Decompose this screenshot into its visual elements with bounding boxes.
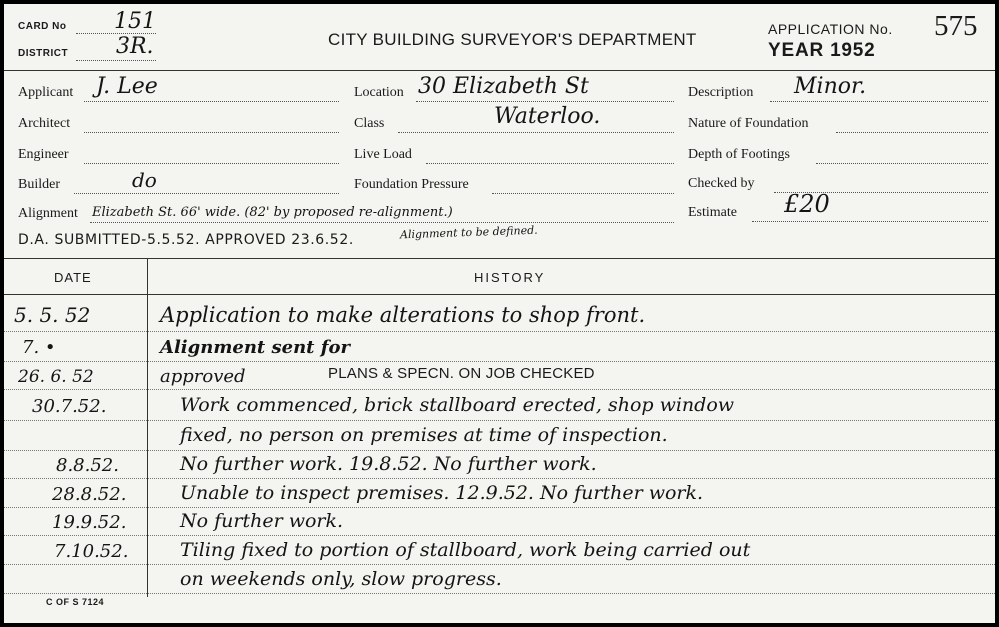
alignment-to-be-defined-note: Alignment to be defined. bbox=[399, 223, 538, 242]
alignment-value: Elizabeth St. 66' wide. (82' by proposed re-alignment.) bbox=[92, 205, 453, 220]
form-code: C OF S 7124 bbox=[46, 597, 105, 607]
location-line bbox=[416, 101, 674, 102]
depth-of-footings-line bbox=[816, 163, 988, 164]
nature-of-foundation-line bbox=[836, 132, 988, 133]
history-text: Unable to inspect premises. 12.9.52. No further work. bbox=[180, 482, 704, 504]
description-value: Minor. bbox=[794, 74, 867, 99]
history-text: Work commenced, brick stallboard erected, shop window bbox=[180, 394, 735, 416]
row-line bbox=[4, 389, 995, 390]
history-date: 7. • bbox=[22, 337, 56, 358]
estimate-line bbox=[752, 221, 988, 222]
history-text: fixed, no person on premises at time of inspection. bbox=[180, 424, 668, 446]
plans-checked-stamp: PLANS & SPECN. ON JOB CHECKED bbox=[328, 365, 595, 382]
history-date: 30.7.52. bbox=[32, 396, 107, 417]
location-value: 30 Elizabeth St bbox=[418, 74, 589, 99]
history-top-divider bbox=[4, 258, 995, 259]
history-text: Application to make alterations to shop front. bbox=[160, 303, 646, 327]
applicant-line bbox=[84, 101, 339, 102]
history-date: 8.8.52. bbox=[56, 455, 119, 476]
class-line bbox=[398, 132, 674, 133]
applicant-value: J. Lee bbox=[96, 74, 158, 99]
department-title: CITY BUILDING SURVEYOR'S DEPARTMENT bbox=[328, 30, 697, 49]
date-column-divider bbox=[147, 259, 148, 597]
class-label: Class bbox=[354, 116, 385, 131]
history-date: 19.9.52. bbox=[52, 512, 127, 533]
card-no-label: CARD No bbox=[18, 21, 67, 32]
engineer-label: Engineer bbox=[18, 147, 69, 162]
row-line bbox=[4, 564, 995, 565]
district-line bbox=[76, 60, 156, 61]
history-date: 7.10.52. bbox=[54, 541, 129, 562]
history-date: 26. 6. 52 bbox=[18, 367, 94, 387]
nature-of-foundation-label: Nature of Foundation bbox=[688, 116, 809, 131]
header-divider bbox=[4, 70, 995, 71]
live-load-label: Live Load bbox=[354, 147, 412, 162]
builder-label: Builder bbox=[18, 177, 60, 192]
history-date: 5. 5. 52 bbox=[14, 303, 91, 327]
row-line bbox=[4, 593, 995, 594]
row-line bbox=[4, 450, 995, 451]
card-no-value: 151 bbox=[114, 9, 156, 34]
estimate-value: £20 bbox=[784, 190, 830, 218]
foundation-pressure-line bbox=[492, 193, 674, 194]
estimate-label: Estimate bbox=[688, 205, 737, 220]
building-application-card bbox=[4, 4, 995, 623]
district-label: DISTRICT bbox=[18, 48, 69, 59]
row-line bbox=[4, 361, 995, 362]
history-text: on weekends only, slow progress. bbox=[180, 568, 502, 590]
row-line bbox=[4, 331, 995, 332]
history-text: Tiling fixed to portion of stallboard, work being carried out bbox=[180, 539, 751, 561]
year-label: YEAR 1952 bbox=[768, 40, 876, 61]
checked-by-label: Checked by bbox=[688, 176, 755, 191]
builder-line bbox=[74, 193, 339, 194]
location-value-suburb: Waterloo. bbox=[494, 104, 601, 129]
architect-label: Architect bbox=[18, 116, 71, 131]
row-line bbox=[4, 535, 995, 536]
foundation-pressure-label: Foundation Pressure bbox=[354, 177, 469, 192]
applicant-label: Applicant bbox=[18, 85, 74, 100]
application-number: 575 bbox=[934, 10, 978, 42]
description-line bbox=[770, 101, 988, 102]
history-text: Alignment sent for bbox=[160, 337, 350, 358]
engineer-line bbox=[84, 163, 339, 164]
architect-line bbox=[84, 132, 339, 133]
description-label: Description bbox=[688, 85, 754, 100]
row-line bbox=[4, 507, 995, 508]
location-label: Location bbox=[354, 85, 404, 100]
application-label: APPLICATION No. bbox=[768, 21, 893, 37]
history-text: No further work. 19.8.52. No further work. bbox=[180, 453, 597, 475]
date-header: DATE bbox=[54, 270, 92, 285]
history-text: No further work. bbox=[180, 510, 344, 532]
live-load-line bbox=[426, 163, 674, 164]
history-date: 28.8.52. bbox=[52, 484, 127, 505]
alignment-line bbox=[90, 222, 674, 223]
row-line bbox=[4, 420, 995, 421]
row-line bbox=[4, 478, 995, 479]
district-value: 3R. bbox=[116, 34, 154, 59]
depth-of-footings-label: Depth of Footings bbox=[688, 147, 790, 162]
history-header: HISTORY bbox=[474, 270, 546, 285]
da-submitted-note: D.A. SUBMITTED-5.5.52. APPROVED 23.6.52. bbox=[18, 232, 354, 248]
history-header-divider bbox=[4, 294, 995, 295]
history-text: approved bbox=[160, 366, 246, 387]
alignment-label: Alignment bbox=[18, 206, 78, 221]
builder-value: do bbox=[132, 168, 157, 192]
